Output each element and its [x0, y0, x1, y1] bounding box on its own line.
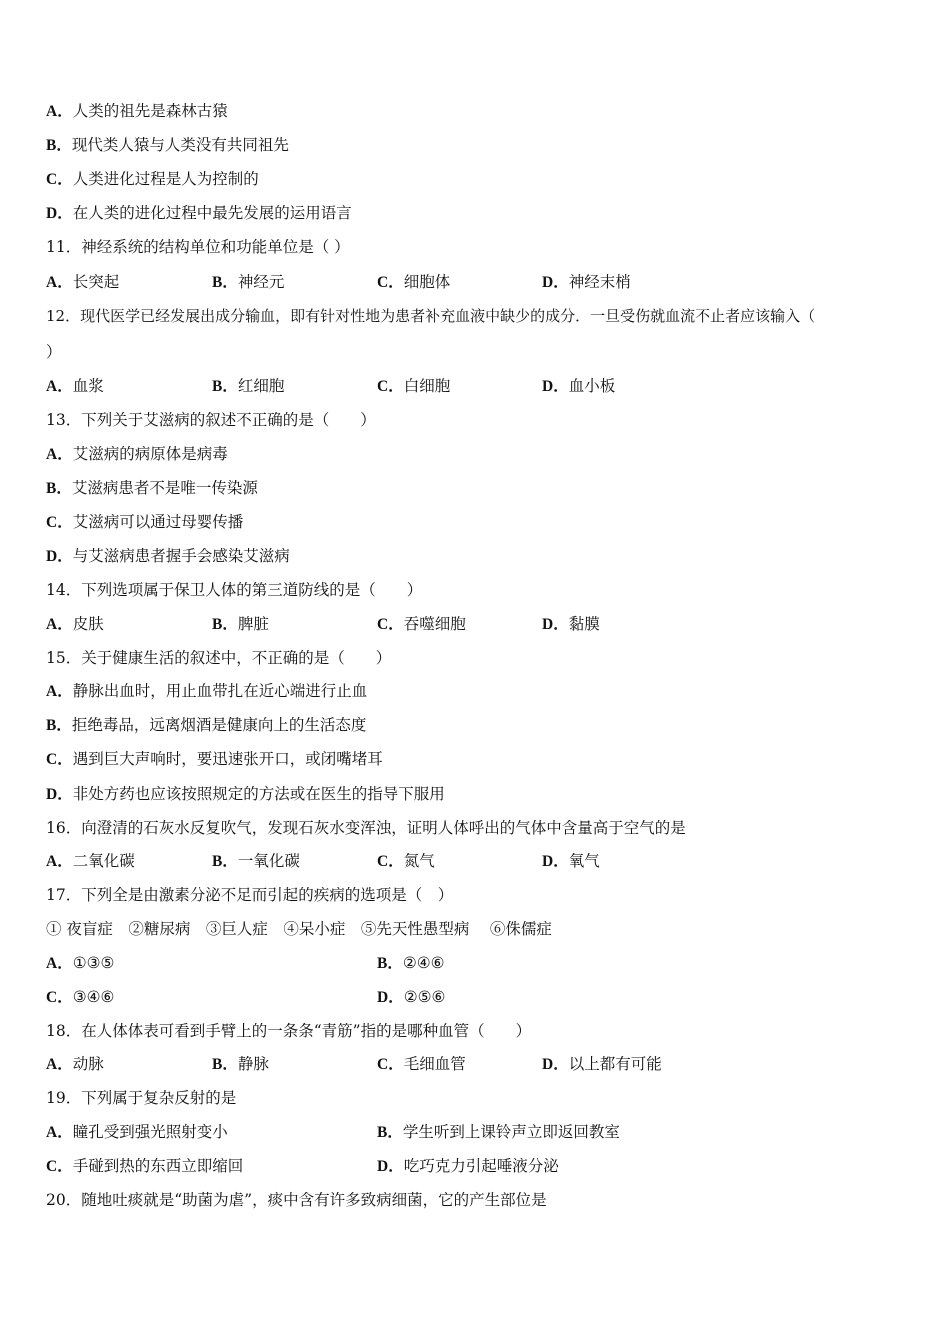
q11-option-a	[46, 272, 119, 293]
option-text: 在人类的进化过程中最先发展的运用语言	[72, 204, 352, 222]
option-text: 二氧化碳	[72, 852, 135, 870]
q16-option-d	[542, 851, 600, 872]
option-letter: B．	[212, 274, 238, 291]
q14-option-a	[46, 614, 104, 635]
option-letter: C．	[46, 514, 73, 531]
option-letter: D．	[46, 786, 73, 803]
q13-option-b	[46, 478, 258, 499]
q12-stem: 12．现代医学已经发展出成分输血，即有针对性地为患者补充血液中缺少的成分．一旦受伤就血流不止者应该输入（	[46, 307, 816, 325]
option-letter: B．	[212, 616, 238, 633]
option-text: 黏膜	[568, 615, 600, 633]
q15-stem: 15．关于健康生活的叙述中，不正确的是（ ）	[46, 649, 392, 667]
q15-option-a	[46, 681, 367, 702]
option-letter: C．	[46, 989, 73, 1006]
option-letter: D．	[377, 1158, 404, 1175]
option-letter: D．	[46, 548, 73, 565]
q15-option-b	[46, 715, 366, 736]
q14-stem: 14．下列选项属于保卫人体的第三道防线的是（ ）	[46, 581, 423, 599]
q10-option-c	[46, 169, 259, 190]
q13-option-d	[46, 546, 290, 567]
q17-option-d	[377, 987, 445, 1008]
option-text: 红细胞	[237, 377, 285, 395]
q13-stem: 13．下列关于艾滋病的叙述不正确的是（ ）	[46, 411, 376, 429]
option-text: 氧气	[568, 852, 600, 870]
option-text: 神经末梢	[568, 273, 631, 291]
option-text: 动脉	[72, 1055, 104, 1073]
option-letter: A．	[46, 955, 73, 972]
q17-option-a	[46, 953, 114, 974]
option-text: 吃巧克力引起唾液分泌	[403, 1157, 559, 1175]
q18-stem: 18．在人体体表可看到手臂上的一条条“青筋”指的是哪种血管（ ）	[46, 1022, 532, 1040]
option-text: ①③⑤	[72, 954, 115, 972]
option-letter: A．	[46, 274, 73, 291]
q14-option-d	[542, 614, 600, 635]
option-letter: A．	[46, 1124, 73, 1141]
option-text: 白细胞	[403, 377, 451, 395]
option-text: ②⑤⑥	[403, 988, 446, 1006]
q18-option-c	[377, 1054, 466, 1075]
option-text: 脾脏	[237, 615, 269, 633]
q19-option-c	[46, 1156, 243, 1177]
q12-option-b	[212, 376, 284, 397]
option-letter: A．	[46, 103, 73, 120]
option-text: 遇到巨大声响时，要迅速张开口，或闭嘴堵耳	[72, 750, 383, 768]
option-letter: B．	[46, 717, 72, 734]
option-text: 静脉出血时，用止血带扎在近心端进行止血	[72, 682, 368, 700]
option-text: 艾滋病患者不是唯一传染源	[71, 479, 258, 497]
q16-option-b	[212, 851, 300, 872]
option-letter: B．	[377, 1124, 403, 1141]
q19-option-a	[46, 1122, 228, 1143]
q12-option-d	[542, 376, 615, 397]
q12-option-c	[377, 376, 450, 397]
option-letter: A．	[46, 446, 73, 463]
q11-option-c	[377, 272, 450, 293]
q19-option-b	[377, 1122, 620, 1143]
q19-option-d	[377, 1156, 559, 1177]
q16-option-c	[377, 851, 435, 872]
option-text: 艾滋病可以通过母婴传播	[72, 513, 244, 531]
option-text: ②④⑥	[402, 954, 445, 972]
q11-option-b	[212, 272, 284, 293]
option-text: 一氧化碳	[237, 852, 300, 870]
option-text: 瞳孔受到强光照射变小	[72, 1123, 228, 1141]
option-letter: D．	[542, 1056, 569, 1073]
option-letter: D．	[46, 205, 73, 222]
option-text: 学生听到上课铃声立即返回教室	[402, 1123, 620, 1141]
option-text: 非处方药也应该按照规定的方法或在医生的指导下服用	[72, 785, 445, 803]
option-letter: D．	[542, 274, 569, 291]
q15-option-c	[46, 749, 383, 770]
option-letter: D．	[542, 853, 569, 870]
q13-option-a	[46, 444, 228, 465]
q14-option-b	[212, 614, 269, 635]
option-letter: C．	[46, 1158, 73, 1175]
option-letter: A．	[46, 1056, 73, 1073]
option-letter: A．	[46, 616, 73, 633]
option-letter: C．	[46, 751, 73, 768]
q10-option-d	[46, 203, 352, 224]
q15-option-d	[46, 784, 445, 805]
q11-option-d	[542, 272, 631, 293]
q18-option-d	[542, 1054, 662, 1075]
option-text: 吞噬细胞	[403, 615, 466, 633]
option-text: 人类的祖先是森林古猿	[72, 102, 228, 120]
q10-option-a	[46, 101, 228, 122]
option-letter: B．	[212, 853, 238, 870]
q17-items: ① 夜盲症 ②糖尿病 ③巨人症 ④呆小症 ⑤先天性愚型病 ⑥侏儒症	[46, 920, 552, 938]
option-letter: C．	[46, 171, 73, 188]
option-text: 长突起	[72, 273, 120, 291]
q13-option-c	[46, 512, 243, 533]
q16-stem: 16．向澄清的石灰水反复吹气，发现石灰水变浑浊，证明人体呼出的气体中含量高于空气的是	[46, 819, 686, 837]
option-letter: B．	[212, 378, 238, 395]
option-letter: A．	[46, 683, 73, 700]
option-letter: C．	[377, 378, 404, 395]
option-letter: D．	[377, 989, 404, 1006]
option-letter: B．	[212, 1056, 238, 1073]
option-text: 毛细血管	[403, 1055, 466, 1073]
option-letter: B．	[46, 480, 72, 497]
q20-stem: 20．随地吐痰就是“助菌为虐”，痰中含有许多致病细菌，它的产生部位是	[46, 1191, 547, 1209]
q18-option-b	[212, 1054, 269, 1075]
option-letter: C．	[377, 616, 404, 633]
option-text: 血小板	[568, 377, 616, 395]
q17-option-c	[46, 987, 114, 1008]
option-text: 手碰到热的东西立即缩回	[72, 1157, 244, 1175]
option-text: 神经元	[237, 273, 285, 291]
q17-option-b	[377, 953, 445, 974]
option-text: 艾滋病的病原体是病毒	[72, 445, 228, 463]
option-text: 静脉	[237, 1055, 269, 1073]
option-text: 现代类人猿与人类没有共同祖先	[71, 136, 289, 154]
option-text: ③④⑥	[72, 988, 115, 1006]
option-letter: B．	[377, 955, 403, 972]
option-text: 人类进化过程是人为控制的	[72, 170, 259, 188]
option-letter: A．	[46, 378, 73, 395]
q12-stem-continued: ）	[46, 343, 62, 361]
q14-option-c	[377, 614, 466, 635]
option-text: 拒绝毒品，远离烟酒是健康向上的生活态度	[71, 716, 367, 734]
q17-stem: 17．下列全是由激素分泌不足而引起的疾病的选项是（ ）	[46, 886, 454, 904]
option-letter: C．	[377, 1056, 404, 1073]
option-text: 氮气	[403, 852, 435, 870]
q19-stem: 19．下列属于复杂反射的是	[46, 1089, 237, 1107]
option-letter: C．	[377, 853, 404, 870]
option-text: 细胞体	[403, 273, 451, 291]
q18-option-a	[46, 1054, 104, 1075]
q11-stem: 11．神经系统的结构单位和功能单位是（ ）	[46, 238, 350, 256]
option-letter: B．	[46, 137, 72, 154]
option-letter: C．	[377, 274, 404, 291]
option-letter: D．	[542, 616, 569, 633]
option-text: 皮肤	[72, 615, 104, 633]
option-text: 以上都有可能	[568, 1055, 662, 1073]
option-text: 血浆	[72, 377, 104, 395]
option-letter: D．	[542, 378, 569, 395]
option-letter: A．	[46, 853, 73, 870]
option-text: 与艾滋病患者握手会感染艾滋病	[72, 547, 290, 565]
q16-option-a	[46, 851, 135, 872]
q10-option-b	[46, 135, 289, 156]
q12-option-a	[46, 376, 104, 397]
